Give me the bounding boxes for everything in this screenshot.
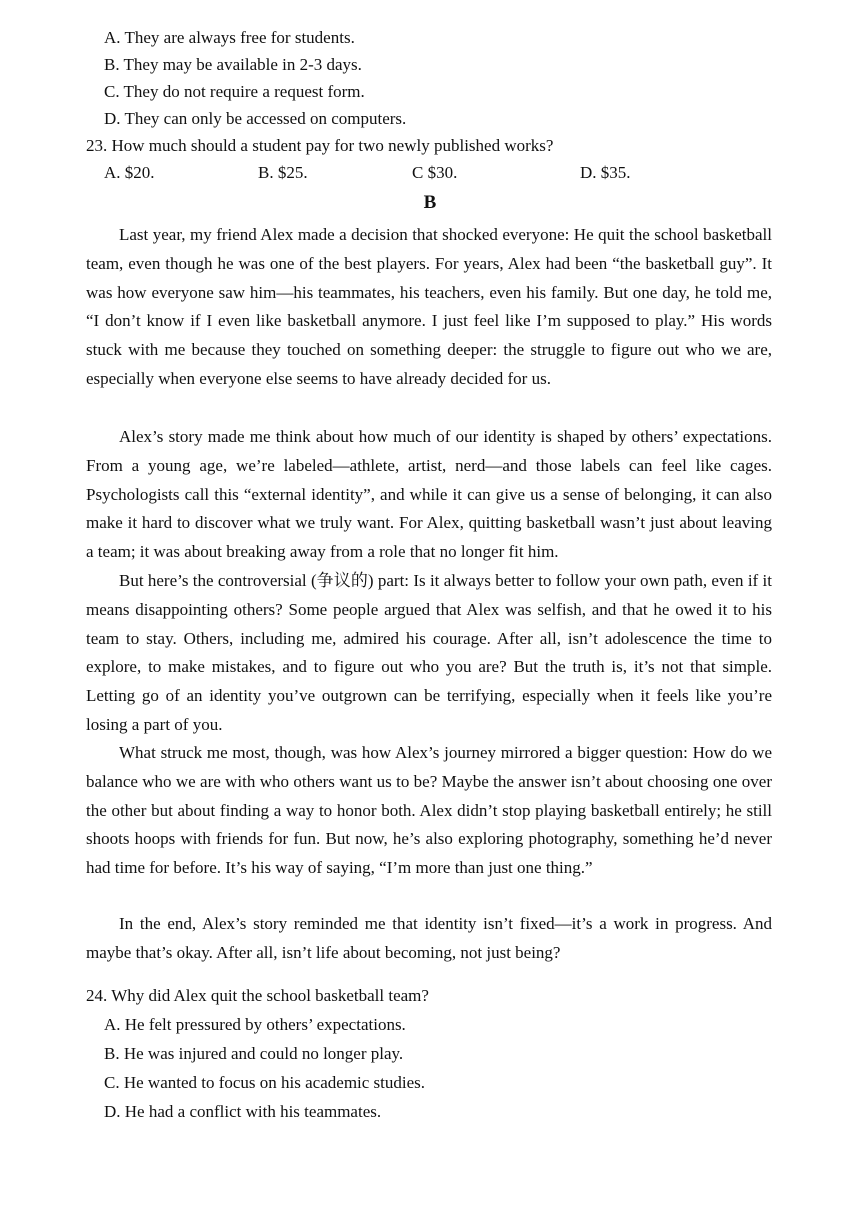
- q22-option-b: B. They may be available in 2-3 days.: [104, 55, 362, 74]
- q24-stem: 24. Why did Alex quit the school basketball team?: [86, 986, 429, 1005]
- q23-choice-a: A. $20.: [104, 163, 155, 182]
- q22-option-a: A. They are always free for students.: [104, 28, 355, 47]
- passage-paragraph-5: In the end, Alex’s story reminded me that identity isn’t fixed—it’s a work in progress. And maybe that’s okay. After all, isn’t life about becoming, not just being?: [86, 914, 772, 962]
- q24-option-d: D. He had a conflict with his teammates.: [104, 1102, 382, 1121]
- q24-option-b: B. He was injured and could no longer play.: [104, 1044, 404, 1063]
- section-heading-b: B: [423, 192, 437, 213]
- passage-paragraph-3: But here’s the controversial (争议的) part: Is it always better to follow your own path, even if it means disappointing others? Some people argued that Alex was selfish, and that he owed it to his team to stay. Others, including me, admired his courage. After all, isn’t adolescence the time to explore, to make mistakes, and to figure out who you are? But the truth is, it’s not that simple. Letting go of an identity you’ve outgrown can be terrifying, especially when it feels like you’re losing a part of you.: [86, 571, 772, 734]
- q24-option-c: C. He wanted to focus on his academic studies.: [104, 1073, 426, 1092]
- passage-paragraph-1: Last year, my friend Alex made a decision that shocked everyone: He quit the school basketball team, even though he was one of the best players. For years, Alex had been “the basketball guy”. It was how everyone saw him—his teammates, his teachers, even his family. But one day, he told me, “I don’t know if I even like basketball anymore. I just feel like I’m supposed to play.” His words stuck with me because they touched on something deeper: the struggle to figure out who we are, especially when everyone else seems to have already decided for us.: [86, 225, 772, 388]
- q23-choice-b: B. $25.: [258, 163, 308, 182]
- passage-paragraph-4: What struck me most, though, was how Alex’s journey mirrored a bigger question: How do we balance who we are with who others want us to be? Maybe the answer isn’t about choosing one over the other but about finding a way to honor both. Alex didn’t stop playing basketball entirely; he still shoots hoops with friends for fun. But now, he’s also exploring photography, something he’d never had time for before. It’s his way of saying, “I’m more than just one thing.”: [86, 743, 772, 878]
- passage-paragraph-2: Alex’s story made me think about how much of our identity is shaped by others’ expectations. From a young age, we’re labeled—athlete, artist, nerd—and those labels can feel like cages. Psychologists call this “external identity”, and while it can give us a sense of belonging, it can also make it hard to discover what we truly want. For Alex, quitting basketball wasn’t just about leaving a team; it was about breaking away from a role that no longer fit him.: [86, 427, 772, 562]
- q23-choice-d: D. $35.: [580, 163, 631, 182]
- q22-option-c: C. They do not require a request form.: [104, 82, 365, 101]
- q22-option-d: D. They can only be accessed on computers.: [104, 109, 407, 128]
- q23-stem: 23. How much should a student pay for two newly published works?: [86, 136, 554, 155]
- q23-choice-c: C $30.: [412, 163, 458, 182]
- q24-option-a: A. He felt pressured by others’ expectations.: [104, 1015, 406, 1034]
